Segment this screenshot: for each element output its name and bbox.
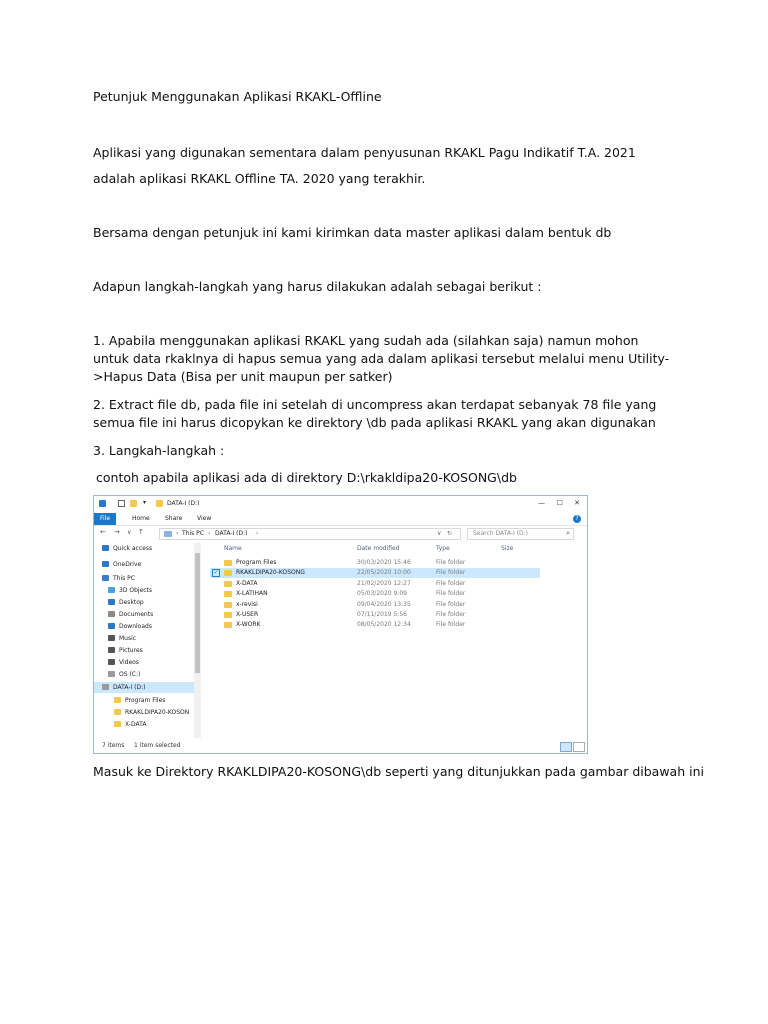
paragraph-line: Aplikasi yang digunakan sementara dalam penyusunan RKAKL Pagu Indikatif T.A. 2021 bbox=[93, 145, 636, 160]
sidebar-item-icon bbox=[108, 623, 115, 629]
sidebar-item-icon bbox=[108, 659, 115, 665]
sidebar-item-label: This PC bbox=[113, 575, 135, 582]
ribbon bbox=[94, 513, 587, 526]
cell-type: File folder bbox=[436, 600, 466, 608]
folder-icon bbox=[224, 570, 232, 576]
column-header-type[interactable]: Type bbox=[436, 545, 450, 552]
window-title: DATA-I (D:) bbox=[167, 500, 200, 507]
sidebar-item-icon bbox=[102, 545, 109, 551]
breadcrumb-separator-icon: › bbox=[208, 530, 211, 537]
large-icons-view-icon[interactable] bbox=[573, 742, 585, 752]
cell-name: X-WORK bbox=[236, 621, 261, 629]
sidebar-item-icon bbox=[102, 561, 109, 567]
table-row[interactable] bbox=[210, 558, 540, 568]
sidebar-item[interactable] bbox=[114, 719, 146, 730]
sidebar-item[interactable] bbox=[114, 695, 165, 706]
address-dropdown-icon[interactable]: ∨ bbox=[437, 530, 442, 537]
sidebar-item-icon bbox=[108, 611, 115, 617]
table-row[interactable] bbox=[210, 568, 540, 578]
address-bar[interactable] bbox=[159, 528, 461, 540]
folder-icon bbox=[224, 602, 232, 608]
cell-date: 22/05/2020 10:00 bbox=[357, 569, 411, 577]
sidebar-item[interactable] bbox=[108, 645, 143, 656]
status-bar bbox=[94, 739, 587, 752]
sidebar-item-icon bbox=[108, 587, 115, 593]
cell-name: x-revisi bbox=[236, 600, 258, 608]
sidebar-item[interactable] bbox=[108, 633, 136, 644]
paragraph: Masuk ke Direktory RKAKLDIPA20-KOSONG\db seperti yang ditunjukkan pada gambar dibawah ini bbox=[93, 764, 704, 779]
back-arrow-icon[interactable]: ← bbox=[100, 528, 106, 536]
cell-date: 08/05/2020 12:34 bbox=[357, 621, 411, 629]
sidebar-item-icon bbox=[108, 671, 115, 677]
pc-icon bbox=[164, 531, 172, 537]
cell-date: 09/04/2020 13:35 bbox=[357, 600, 411, 608]
chevron-down-icon[interactable]: ▾ bbox=[143, 499, 147, 506]
sidebar-item-icon bbox=[102, 575, 109, 581]
column-header-size[interactable]: Size bbox=[501, 545, 514, 552]
sidebar-item[interactable] bbox=[102, 573, 135, 584]
folder-icon bbox=[224, 591, 232, 597]
sidebar-item-label: Program Files bbox=[125, 697, 166, 704]
up-arrow-icon[interactable]: ↑ bbox=[138, 528, 144, 536]
sidebar-item-icon bbox=[108, 599, 115, 605]
sidebar-item[interactable] bbox=[108, 585, 152, 596]
title-bar bbox=[94, 496, 587, 514]
example-path: contoh apabila aplikasi ada di direktory D:\rkakldipa20-KOSONG\db bbox=[96, 470, 517, 485]
cell-name: RKAKLDIPA20-KOSONG bbox=[236, 569, 305, 577]
cell-date: 07/11/2019 5:56 bbox=[357, 611, 407, 618]
sidebar-item-label: DATA-I (D:) bbox=[113, 684, 146, 691]
sidebar-item-label: RKAKLDIPA20-KOSON bbox=[125, 709, 190, 716]
column-header-name[interactable]: Name bbox=[224, 545, 242, 552]
scrollbar-thumb[interactable] bbox=[195, 553, 200, 673]
maximize-button[interactable]: ☐ bbox=[556, 499, 563, 507]
search-icon: ⌕ bbox=[566, 529, 570, 537]
tab-home[interactable]: Home bbox=[132, 515, 150, 522]
sidebar-item-icon bbox=[114, 697, 121, 703]
forward-arrow-icon[interactable]: → bbox=[114, 528, 120, 536]
navigation-pane bbox=[94, 543, 194, 738]
sidebar-item-icon bbox=[108, 635, 115, 641]
sidebar-item-icon bbox=[108, 647, 115, 653]
table-row[interactable] bbox=[210, 589, 540, 599]
explorer-window-screenshot bbox=[93, 495, 588, 754]
search-input[interactable]: Search DATA-I (D:) bbox=[473, 530, 529, 537]
cell-date: 05/03/2020 9:09 bbox=[357, 590, 407, 598]
paragraph-line: adalah aplikasi RKAKL Offline TA. 2020 yang terakhir. bbox=[93, 171, 426, 186]
close-button[interactable]: ✕ bbox=[574, 499, 580, 507]
sidebar-item[interactable] bbox=[102, 559, 141, 570]
tab-share[interactable]: Share bbox=[165, 515, 183, 522]
selection-count: 1 item selected bbox=[134, 742, 181, 749]
table-row[interactable] bbox=[210, 600, 540, 610]
sidebar-item-label: OS (C:) bbox=[119, 671, 141, 678]
sidebar-item-label: Documents bbox=[119, 611, 154, 618]
paragraph: Adapun langkah-langkah yang harus dilakukan adalah sebagai berikut : bbox=[93, 279, 542, 294]
sidebar-item[interactable] bbox=[114, 707, 189, 718]
sidebar-item-label: Videos bbox=[119, 659, 139, 666]
row-checkbox[interactable]: ✓ bbox=[213, 569, 219, 577]
sidebar-item-label: X-DATA bbox=[125, 721, 147, 728]
refresh-icon[interactable]: ↻ bbox=[447, 530, 453, 537]
sidebar-item[interactable] bbox=[102, 543, 152, 554]
breadcrumb-separator-icon: › bbox=[256, 530, 259, 537]
folder-icon bbox=[224, 612, 232, 618]
details-view-icon[interactable] bbox=[560, 742, 572, 752]
folder-icon bbox=[224, 622, 232, 628]
step-2: 2. Extract file db, pada file ini setelah di uncompress akan terdapat sebanyak 78 file yang semua file ini harus dicopykan ke direktory \db pada aplikasi RKAKL yang akan digunakan bbox=[93, 397, 657, 430]
cell-type: File folder bbox=[436, 579, 466, 587]
step-1: 1. Apabila menggunakan aplikasi RKAKL yang sudah ada (silahkan saja) namun mohon untuk data rkaklnya di hapus semua yang ada dalam aplikasi tersebut melalui menu Utility->Hapus Data (Bisa per unit maupun per satker) bbox=[93, 333, 670, 384]
column-header-date-modified[interactable]: Date modified bbox=[357, 545, 400, 552]
properties-icon[interactable] bbox=[118, 500, 125, 507]
new-folder-icon[interactable] bbox=[130, 500, 137, 507]
sidebar-item[interactable] bbox=[94, 682, 201, 693]
cell-type: File folder bbox=[436, 569, 466, 577]
sidebar-item-label: Desktop bbox=[119, 599, 144, 606]
breadcrumb-drive[interactable]: DATA-I (D:) bbox=[215, 530, 248, 537]
folder-icon bbox=[224, 560, 232, 566]
sidebar-item-label: Downloads bbox=[119, 623, 152, 630]
minimize-button[interactable]: — bbox=[538, 499, 545, 507]
recent-locations-chevron-icon[interactable]: ∨ bbox=[127, 529, 132, 536]
sidebar-item-label: Pictures bbox=[119, 647, 143, 654]
cell-name: Program Files bbox=[236, 559, 277, 566]
cell-type: File folder bbox=[436, 590, 466, 598]
cell-name: X-DATA bbox=[236, 579, 258, 587]
table-row[interactable] bbox=[210, 579, 540, 589]
explorer-app-icon bbox=[99, 500, 106, 507]
sidebar-item-label: Quick access bbox=[113, 545, 153, 552]
paragraph: Bersama dengan petunjuk ini kami kirimkan data master aplikasi dalam bentuk db bbox=[93, 225, 612, 240]
table-row[interactable] bbox=[210, 610, 540, 620]
navigation-pane-scrollbar[interactable] bbox=[194, 543, 201, 738]
sidebar-item-label: 3D Objects bbox=[119, 587, 153, 594]
sidebar-item[interactable] bbox=[108, 621, 152, 632]
sidebar-item[interactable] bbox=[108, 657, 139, 668]
cell-date: 21/02/2020 12:27 bbox=[357, 579, 411, 587]
breadcrumb-this-pc[interactable]: This PC bbox=[182, 530, 204, 537]
file-list bbox=[204, 543, 587, 738]
sidebar-item-icon bbox=[114, 721, 121, 727]
cell-type: File folder bbox=[436, 611, 466, 618]
item-count: 7 items bbox=[102, 742, 125, 749]
cell-type: File folder bbox=[436, 559, 466, 566]
breadcrumb-separator-icon: › bbox=[176, 530, 179, 537]
sidebar-item-label: OneDrive bbox=[113, 561, 142, 568]
tab-view[interactable]: View bbox=[197, 515, 212, 522]
help-icon[interactable]: ? bbox=[573, 515, 581, 523]
sidebar-item[interactable] bbox=[108, 597, 144, 608]
folder-icon bbox=[224, 581, 232, 587]
cell-name: X-USER bbox=[236, 611, 259, 618]
cell-date: 30/03/2020 15:46 bbox=[357, 559, 411, 566]
doc-title: Petunjuk Menggunakan Aplikasi RKAKL-Offline bbox=[93, 89, 382, 104]
sidebar-item-icon bbox=[114, 709, 121, 715]
search-box[interactable] bbox=[467, 528, 574, 540]
cell-type: File folder bbox=[436, 621, 466, 629]
sidebar-item[interactable] bbox=[108, 609, 153, 620]
sidebar-item[interactable] bbox=[108, 669, 140, 680]
sidebar-item-label: Music bbox=[119, 635, 137, 642]
folder-icon bbox=[156, 500, 163, 507]
cell-name: X-LATIHAN bbox=[236, 590, 268, 598]
tab-file[interactable]: File bbox=[94, 513, 116, 525]
navigation-bar bbox=[94, 526, 587, 541]
step-3: 3. Langkah-langkah : bbox=[93, 443, 225, 458]
sidebar-item-icon bbox=[102, 684, 109, 690]
table-row[interactable] bbox=[210, 620, 540, 630]
